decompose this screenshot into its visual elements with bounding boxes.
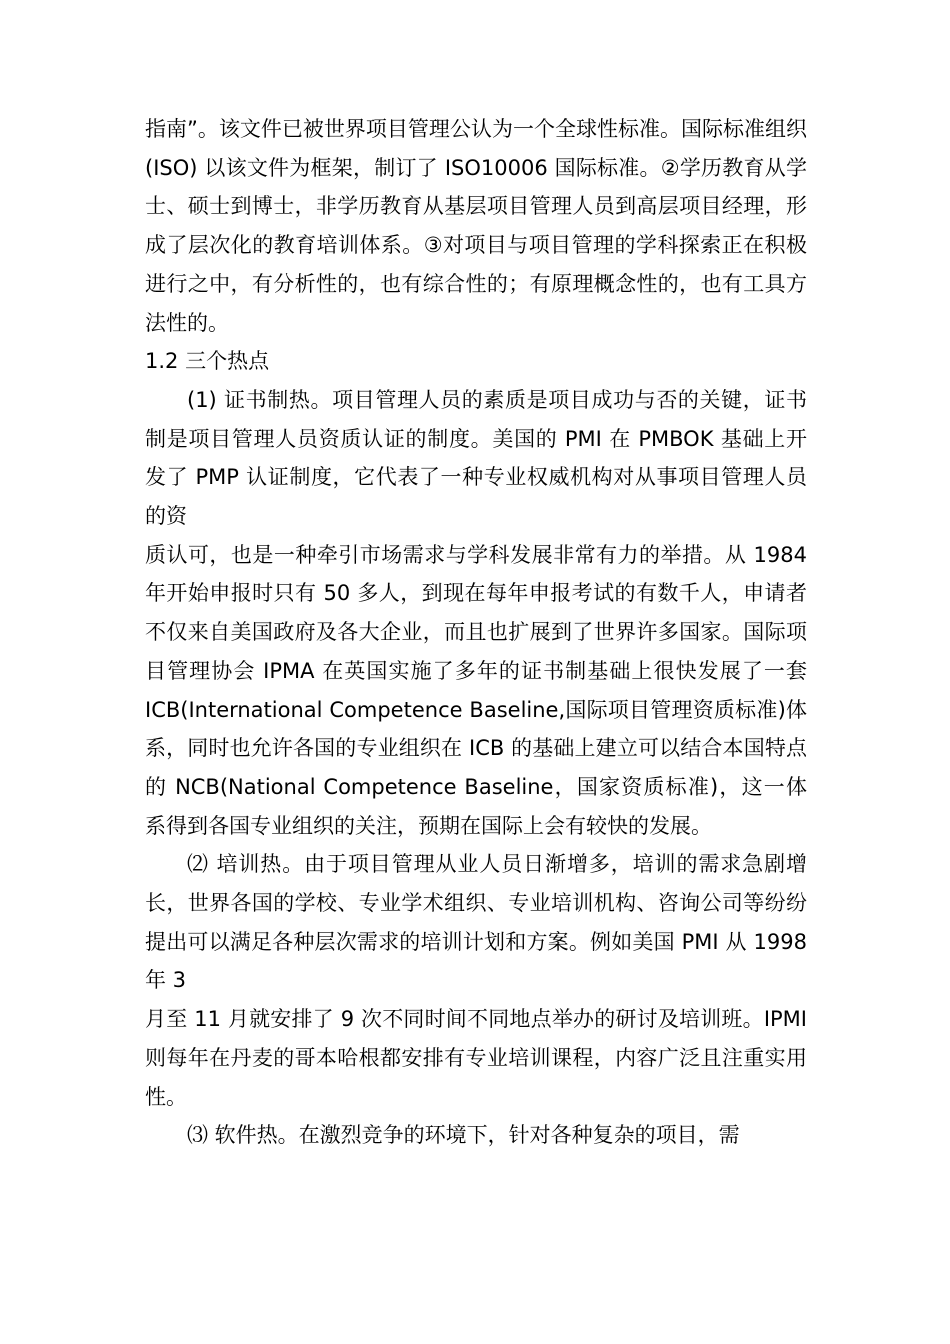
paragraph-training-continued: 月至 11 月就安排了 9 次不同时间不同地点举办的研讨及培训班。IPMI 则每年在丹麦的哥本哈根都安排有专业培训课程，内容广泛且注重实用性。 <box>145 1007 807 1109</box>
paragraph-training: ⑵ 培训热。由于项目管理从业人员日渐增多，培训的需求急剧增长，世界各国的学校、专业学术组织、专业培训机构、咨询公司等纷纷提出可以满足各种层次需求的培训计划和方案。例如美国 PMI 从 1998 年 3 <box>145 852 807 993</box>
paragraph-software: ⑶ 软件热。在激烈竞争的环境下，针对各种复杂的项目，需 <box>187 1123 740 1148</box>
paragraph-certification-intro: (1) 证书制热。项目管理人员的素质是项目成功与否的关键，证书制是项目管理人员资质认证的制度。美国的 PMI 在 PMBOK 基础上开发了 PMP 认证制度，它代表了一种专业权威机构对从事项目管理人员的资 <box>145 387 807 529</box>
paragraph-certification-continued: 质认可，也是一种牵引市场需求与学科发展非常有力的举措。从 1984 年开始申报时只有 50 多人，到现在每年申报考试的有数千人，申请者不仅来自美国政府及各大企业，而且也扩展到了世界许多国家。国际项目管理协会 IPMA 在英国实施了多年的证书制基础上很快发展了一套 ICB(International Competence Baseline,国际项目管理资质标准)体系，同时也允许各国的专业组织在 ICB 的基础上建立可以结合本国特点的 NCB(National Competence Baseline，国家资质标准)，这一体系得到各国专业组织的关注，预期在国际上会有较快的发展。 <box>145 542 807 838</box>
section-heading-three-hotspots: 1.2 三个热点 <box>145 349 270 374</box>
paragraph-iso-standard: 指南”。该文件已被世界项目管理公认为一个全球性标准。国际标准组织(ISO) 以该文件为框架，制订了 ISO10006 国际标准。②学历教育从学士、硕士到博士，非学历教育从基层项目管理人员到高层项目经理，形成了层次化的教育培训体系。③对项目与项目管理的学科探索正在积极进行之中，有分析性的，也有综合性的；有原理概念性的，也有工具方法性的。 <box>145 117 807 335</box>
document-body <box>145 110 807 1155</box>
